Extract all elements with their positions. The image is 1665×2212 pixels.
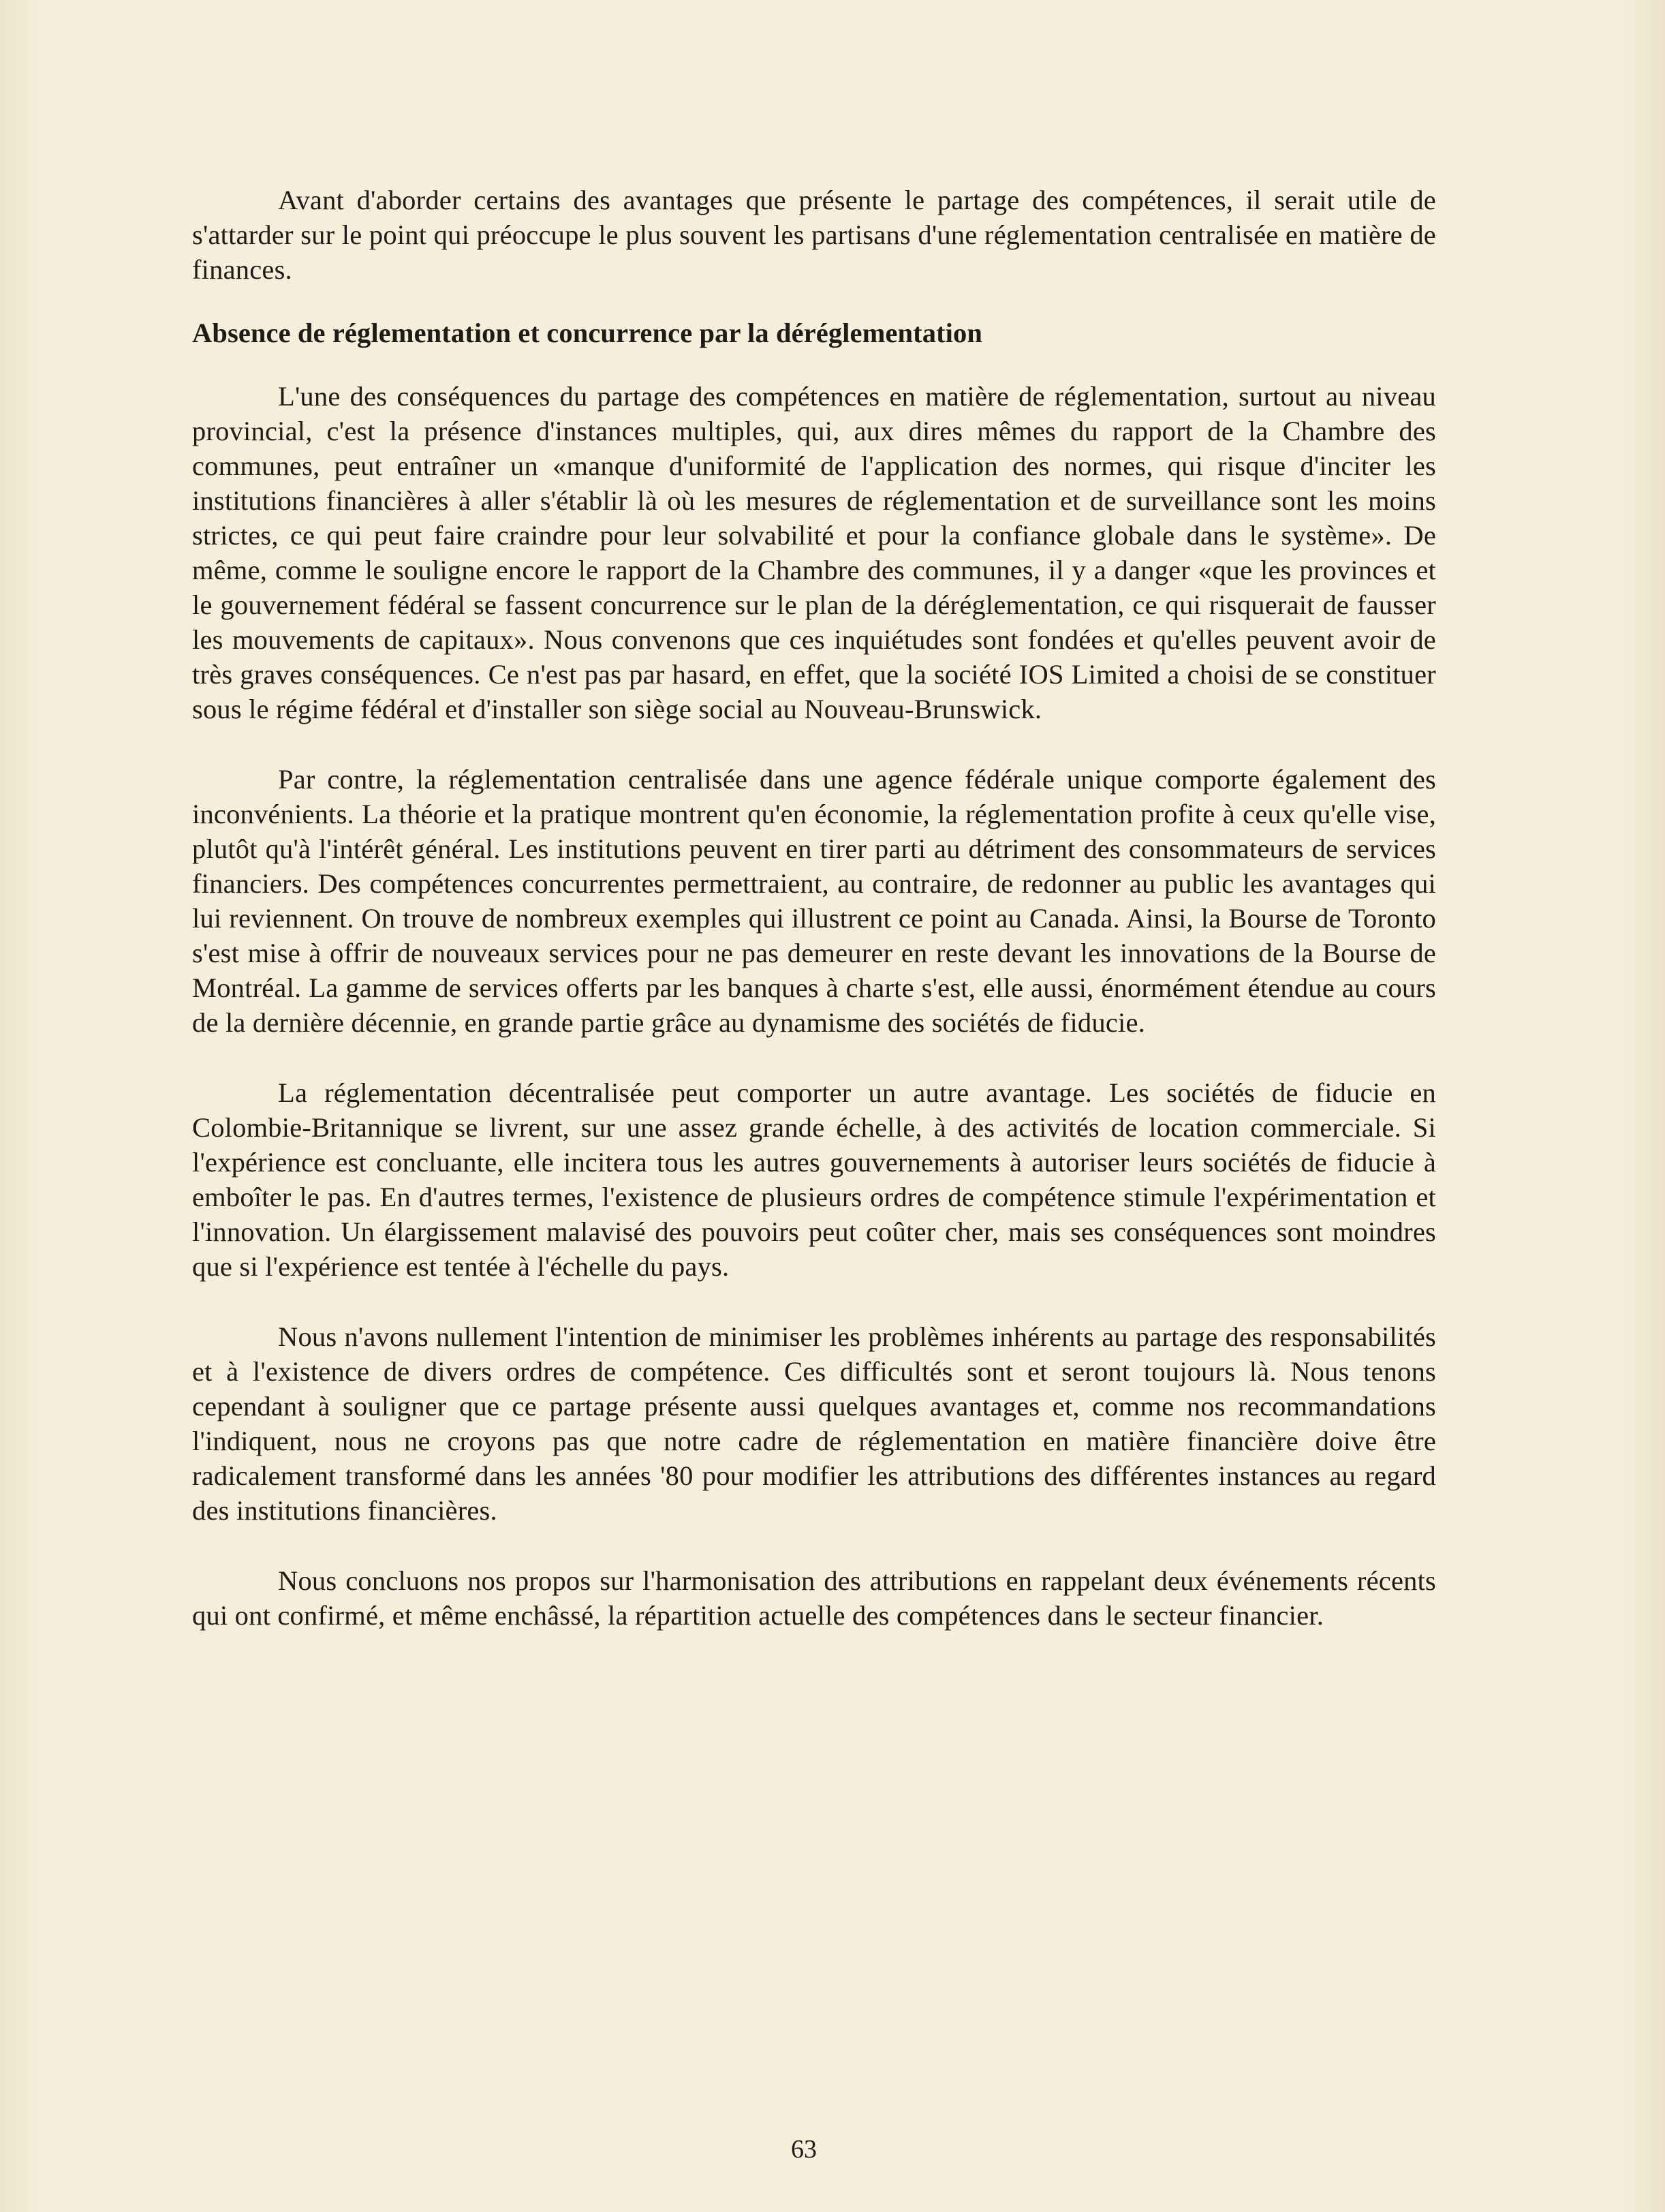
- paragraph-decentralized-advantage: La réglementation décentralisée peut comporter un autre avantage. Les sociétés de fiducie en Colombie-Britannique se livrent, sur une assez grande échelle, à des activités de location commerciale. Si l'expérience est concluante, elle incitera tous les autres gouvernements à autoriser leurs sociétés de fiducie à emboîter le pas. En d'autres termes, l'existence de plusieurs ordres de compétence stimule l'expérimentation et l'innovation. Un élargissement malavisé des pouvoirs peut coûter cher, mais ses conséquences sont moindres que si l'expérience est tentée à l'échelle du pays.: [192, 1077, 1436, 1282]
- section-heading: Absence de réglementation et concurrence par la déréglementation: [192, 318, 982, 348]
- paragraph-intro: Avant d'aborder certains des avantages que présente le partage des compétences, il serait utile de s'attarder sur le point qui préoccupe le plus souvent les partisans d'une réglementation centralisée en matière de finances.: [192, 185, 1436, 285]
- paragraph-centralized-regulation: Par contre, la réglementation centralisée dans une agence fédérale unique comporte également des inconvénients. La théorie et la pratique montrent qu'en économie, la réglementation profite à ceux qu'elle vise, plutôt qu'à l'intérêt général. Les institutions peuvent en tirer parti au détriment des consommateurs de services financiers. Des compétences concurrentes permettraient, au contraire, de redonner au public les avantages qui lui reviennent. On trouve de nombreux exemples qui illustrent ce point au Canada. Ainsi, la Bourse de Toronto s'est mise à offrir de nouveaux services pour ne pas demeurer en reste devant les innovations de la Bourse de Montréal. La gamme de services offerts par les banques à charte s'est, elle aussi, énormément étendue au cours de la dernière décennie, en grande partie grâce au dynamisme des sociétés de fiducie.: [192, 764, 1436, 1038]
- paragraph-shared-responsibilities: Nous n'avons nullement l'intention de minimiser les problèmes inhérents au partage des responsabilités et à l'existence de divers ordres de compétence. Ces difficultés sont et seront toujours là. Nous tenons cependant à souligner que ce partage présente aussi quelques avantages et, comme nos recommandations l'indiquent, nous ne croyons pas que notre cadre de réglementation en matière financière doive être radicalement transformé dans les années '80 pour modifier les attributions des différentes instances au regard des institutions financières.: [192, 1321, 1436, 1526]
- paragraph-conclusion: Nous concluons nos propos sur l'harmonisation des attributions en rappelant deux événements récents qui ont confirmé, et même enchâssé, la répartition actuelle des compétences dans le secteur financier.: [192, 1565, 1436, 1631]
- page-number: 63: [791, 2135, 817, 2164]
- paragraph-uniformity: L'une des conséquences du partage des compétences en matière de réglementation, surtout au niveau provincial, c'est la présence d'instances multiples, qui, aux dires mêmes du rapport de la Chambre des communes, peut entraîner un «manque d'uniformité de l'application des normes, qui risque d'inciter les institutions financières à aller s'établir là où les mesures de réglementation et de surveillance sont les moins strictes, ce qui peut faire craindre pour leur solvabilité et pour la confiance globale dans le système». De même, comme le souligne encore le rapport de la Chambre des communes, il y a danger «que les provinces et le gouvernement fédéral se fassent concurrence sur le plan de la déréglementation, ce qui risquerait de fausser les mouvements de capitaux». Nous convenons que ces inquiétudes sont fondées et qu'elles peuvent avoir de très graves conséquences. Ce n'est pas par hasard, en effet, que la société IOS Limited a choisi de se constituer sous le régime fédéral et d'installer son siège social au Nouveau-Brunswick.: [192, 381, 1436, 724]
- body-text: [192, 183, 1436, 1668]
